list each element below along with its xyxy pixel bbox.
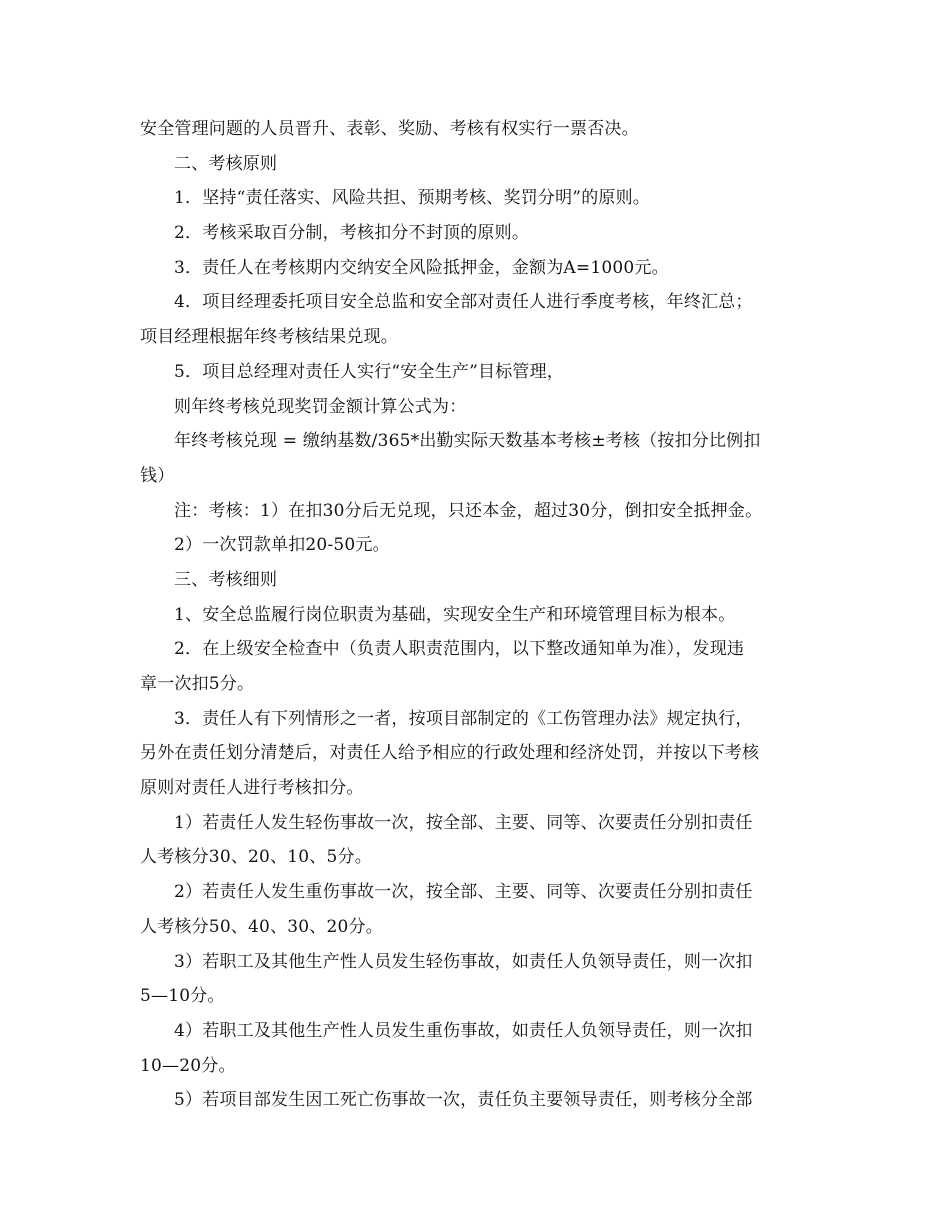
section-heading: 二、考核原则 [174,153,278,174]
paragraph-line: 2．在上级安全检查中（负责人职责范围内，以下整改通知单为准），发现违 [174,639,745,660]
paragraph-line: 安全管理问题的人员晋升、表彰、奖励、考核有权实行一票否决。 [140,119,639,139]
note-line: 注：考核：1）在扣30分后无兑现，只还本金，超过30分，倒扣安全抵押金。 [174,500,763,521]
note-line: 2）一次罚款单扣20-50元。 [174,535,390,556]
paragraph-line: 项目经理根据年终考核结果兑现。 [140,327,398,348]
paragraph-line: 1．坚持“责任落实、风险共担、预期考核、奖罚分明”的原则。 [174,188,650,209]
list-item-line: 2）若责任人发生重伤事故一次，按全部、主要、同等、次要责任分别扣责任 [174,882,753,903]
list-item-line: 5）若项目部发生因工死亡伤事故一次，责任负主要领导责任，则考核分全部 [174,1090,753,1111]
paragraph-line: 章一次扣5分。 [140,674,255,694]
paragraph-line: 钱） [140,465,175,486]
formula-line: 年终考核兑现 = 缴纳基数/365*出勤实际天数基本考核±考核（按扣分比例扣 [174,431,761,452]
list-item-line: 4）若职工及其他生产性人员发生重伤事故，如责任人负领导责任，则一次扣 [174,1020,753,1041]
paragraph-line: 另外在责任划分清楚后，对责任人给予相应的行政处理和经济处罚，并按以下考核 [140,743,760,764]
section-heading: 三、考核细则 [174,569,278,590]
paragraph-line: 4．项目经理委托项目安全总监和安全部对责任人进行季度考核，年终汇总； [174,292,753,313]
list-item-line: 1）若责任人发生轻伤事故一次，按全部、主要、同等、次要责任分别扣责任 [174,812,753,833]
list-item-line: 10—20分。 [140,1055,236,1076]
list-item-line: 人考核分30、20、10、5分。 [140,847,372,868]
paragraph-line: 2．考核采取百分制，考核扣分不封顶的原则。 [174,223,530,244]
paragraph-line: 3．责任人在考核期内交纳安全风险抵押金，金额为A=1000元。 [174,257,669,278]
list-item-line: 人考核分50、40、30、20分。 [140,916,383,937]
paragraph-line: 3．责任人有下列情形之一者，按项目部制定的《工伤管理办法》规定执行， [174,708,753,729]
paragraph-line: 则年终考核兑现奖罚金额计算公式为： [174,396,467,417]
paragraph-line: 1、安全总监履行岗位职责为基础，实现安全生产和环境管理目标为根本。 [174,604,736,625]
paragraph-line: 原则对责任人进行考核扣分。 [140,778,364,799]
list-item-line: 5—10分。 [140,986,225,1007]
paragraph-line: 5．项目总经理对责任人实行“安全生产”目标管理， [174,361,564,382]
document-body [140,112,812,1118]
list-item-line: 3）若职工及其他生产性人员发生轻伤事故，如责任人负领导责任，则一次扣 [174,951,753,972]
